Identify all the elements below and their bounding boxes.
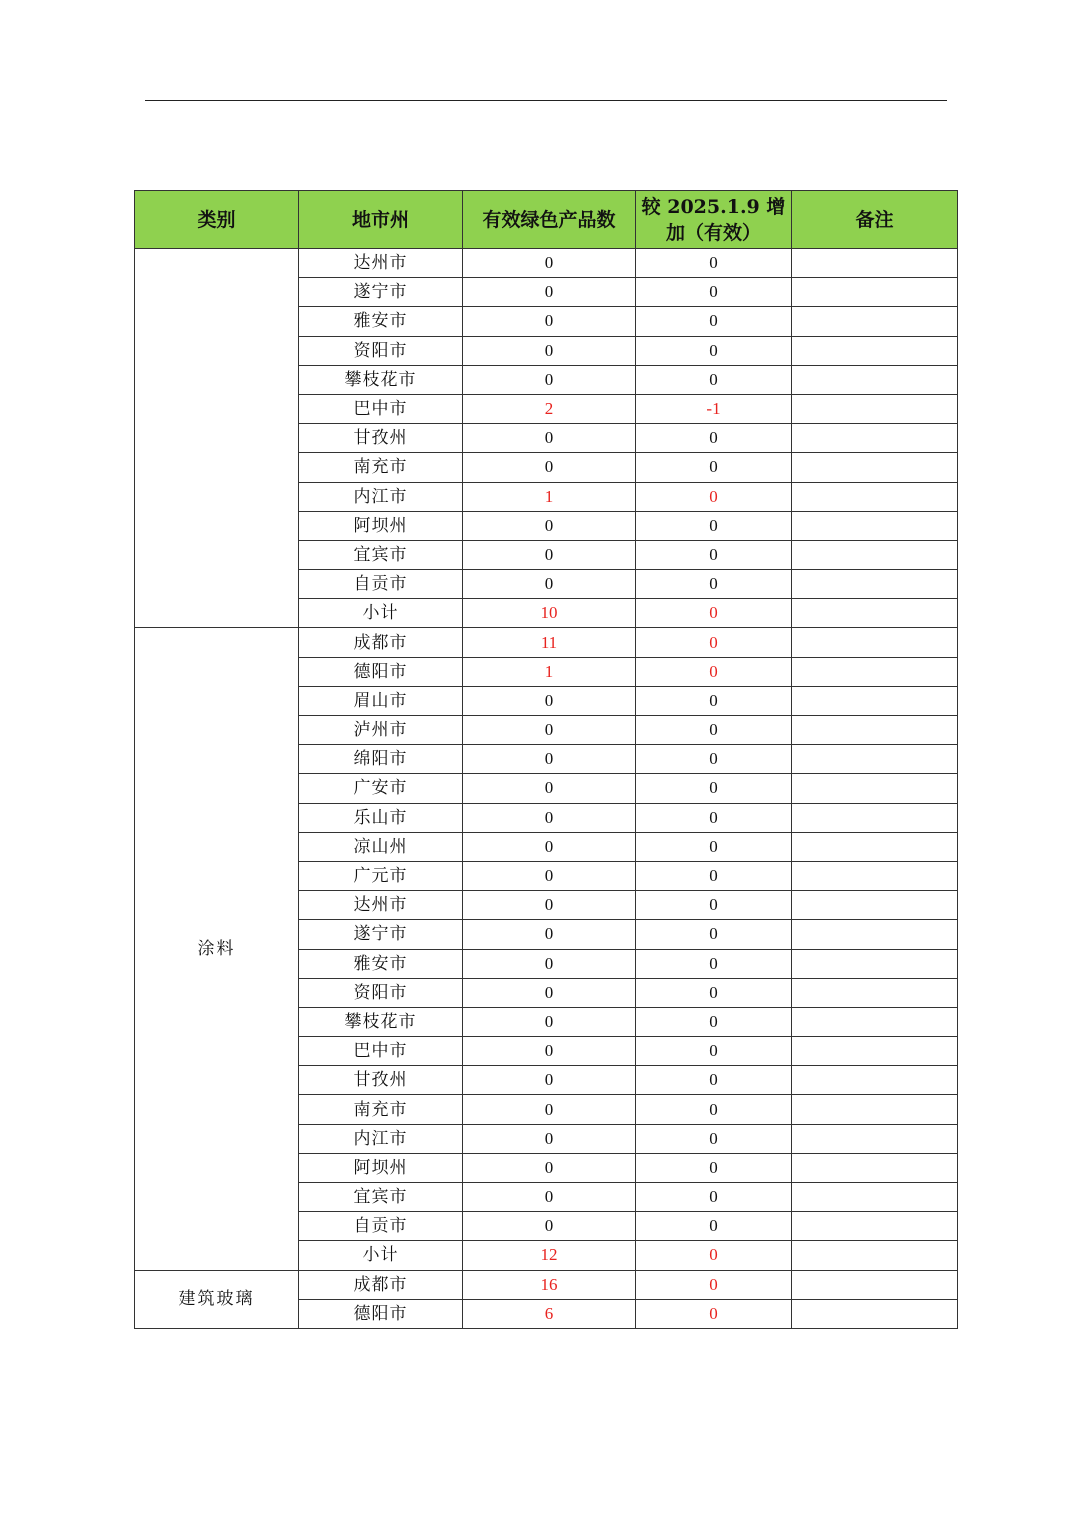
remark-cell xyxy=(792,249,958,278)
count-cell: 10 xyxy=(463,599,636,628)
city-cell: 宜宾市 xyxy=(299,540,463,569)
count-cell: 1 xyxy=(463,657,636,686)
change-cell: 0 xyxy=(636,1124,792,1153)
city-cell: 南充市 xyxy=(299,453,463,482)
change-cell: 0 xyxy=(636,482,792,511)
change-cell: 0 xyxy=(636,453,792,482)
city-cell: 资阳市 xyxy=(299,336,463,365)
remark-cell xyxy=(792,716,958,745)
city-cell: 达州市 xyxy=(299,249,463,278)
remark-cell xyxy=(792,394,958,423)
header-row xyxy=(135,191,958,249)
change-cell: 0 xyxy=(636,803,792,832)
table-row xyxy=(135,1270,958,1299)
count-cell: 0 xyxy=(463,424,636,453)
count-cell: 11 xyxy=(463,628,636,657)
city-cell: 甘孜州 xyxy=(299,1066,463,1095)
count-cell: 0 xyxy=(463,249,636,278)
table-row xyxy=(135,628,958,657)
count-cell: 12 xyxy=(463,1241,636,1270)
change-cell: 0 xyxy=(636,920,792,949)
change-cell: 0 xyxy=(636,365,792,394)
city-cell: 凉山州 xyxy=(299,832,463,861)
count-cell: 0 xyxy=(463,336,636,365)
remark-cell xyxy=(792,657,958,686)
count-cell: 1 xyxy=(463,482,636,511)
change-cell: 0 xyxy=(636,511,792,540)
change-cell: 0 xyxy=(636,1270,792,1299)
change-cell: 0 xyxy=(636,832,792,861)
count-cell: 2 xyxy=(463,394,636,423)
city-cell: 小计 xyxy=(299,1241,463,1270)
remark-cell xyxy=(792,1153,958,1182)
remark-cell xyxy=(792,278,958,307)
count-cell: 0 xyxy=(463,920,636,949)
count-cell: 0 xyxy=(463,1037,636,1066)
count-cell: 0 xyxy=(463,278,636,307)
remark-cell xyxy=(792,453,958,482)
remark-cell xyxy=(792,365,958,394)
header-city: 地市州 xyxy=(299,191,463,249)
city-cell: 资阳市 xyxy=(299,978,463,1007)
remark-cell xyxy=(792,336,958,365)
city-cell: 攀枝花市 xyxy=(299,1007,463,1036)
count-cell: 0 xyxy=(463,1007,636,1036)
remark-cell xyxy=(792,1241,958,1270)
count-cell: 0 xyxy=(463,1183,636,1212)
city-cell: 遂宁市 xyxy=(299,920,463,949)
count-cell: 0 xyxy=(463,861,636,890)
city-cell: 甘孜州 xyxy=(299,424,463,453)
count-cell: 0 xyxy=(463,365,636,394)
city-cell: 达州市 xyxy=(299,891,463,920)
change-cell: 0 xyxy=(636,774,792,803)
change-cell: 0 xyxy=(636,949,792,978)
count-cell: 0 xyxy=(463,570,636,599)
remark-cell xyxy=(792,307,958,336)
city-cell: 成都市 xyxy=(299,1270,463,1299)
city-cell: 巴中市 xyxy=(299,394,463,423)
change-cell: 0 xyxy=(636,686,792,715)
city-cell: 小计 xyxy=(299,599,463,628)
city-cell: 广安市 xyxy=(299,774,463,803)
change-cell: 0 xyxy=(636,249,792,278)
change-cell: 0 xyxy=(636,336,792,365)
city-cell: 攀枝花市 xyxy=(299,365,463,394)
count-cell: 16 xyxy=(463,1270,636,1299)
remark-cell xyxy=(792,1183,958,1212)
change-cell: 0 xyxy=(636,1037,792,1066)
count-cell: 0 xyxy=(463,949,636,978)
count-cell: 0 xyxy=(463,978,636,1007)
city-cell: 内江市 xyxy=(299,482,463,511)
green-product-table xyxy=(134,190,958,1329)
city-cell: 雅安市 xyxy=(299,949,463,978)
remark-cell xyxy=(792,686,958,715)
header-change-line1: 较 2025.1.9 增 xyxy=(641,195,786,218)
header-change-line2: 加（有效） xyxy=(665,221,761,244)
change-cell: 0 xyxy=(636,570,792,599)
count-cell: 0 xyxy=(463,716,636,745)
change-cell: 0 xyxy=(636,1183,792,1212)
remark-cell xyxy=(792,482,958,511)
remark-cell xyxy=(792,1095,958,1124)
count-cell: 0 xyxy=(463,1124,636,1153)
remark-cell xyxy=(792,1212,958,1241)
count-cell: 0 xyxy=(463,686,636,715)
change-cell: 0 xyxy=(636,861,792,890)
header-change xyxy=(636,191,792,249)
count-cell: 0 xyxy=(463,832,636,861)
remark-cell xyxy=(792,745,958,774)
count-cell: 0 xyxy=(463,774,636,803)
count-cell: 0 xyxy=(463,1095,636,1124)
change-cell: 0 xyxy=(636,1095,792,1124)
change-cell: 0 xyxy=(636,540,792,569)
remark-cell xyxy=(792,1270,958,1299)
change-cell: 0 xyxy=(636,1299,792,1328)
header-remark: 备注 xyxy=(792,191,958,249)
change-cell: 0 xyxy=(636,1007,792,1036)
remark-cell xyxy=(792,570,958,599)
remark-cell xyxy=(792,1037,958,1066)
remark-cell xyxy=(792,511,958,540)
category-cell: 涂料 xyxy=(135,628,299,1270)
count-cell: 0 xyxy=(463,803,636,832)
change-cell: 0 xyxy=(636,599,792,628)
city-cell: 广元市 xyxy=(299,861,463,890)
city-cell: 德阳市 xyxy=(299,657,463,686)
city-cell: 内江市 xyxy=(299,1124,463,1153)
remark-cell xyxy=(792,774,958,803)
city-cell: 遂宁市 xyxy=(299,278,463,307)
count-cell: 0 xyxy=(463,1153,636,1182)
count-cell: 0 xyxy=(463,540,636,569)
count-cell: 0 xyxy=(463,307,636,336)
change-cell: 0 xyxy=(636,424,792,453)
count-cell: 6 xyxy=(463,1299,636,1328)
count-cell: 0 xyxy=(463,1066,636,1095)
city-cell: 宜宾市 xyxy=(299,1183,463,1212)
city-cell: 雅安市 xyxy=(299,307,463,336)
header-count: 有效绿色产品数 xyxy=(463,191,636,249)
remark-cell xyxy=(792,628,958,657)
remark-cell xyxy=(792,978,958,1007)
remark-cell xyxy=(792,1066,958,1095)
count-cell: 0 xyxy=(463,891,636,920)
remark-cell xyxy=(792,1007,958,1036)
change-cell: 0 xyxy=(636,307,792,336)
remark-cell xyxy=(792,540,958,569)
city-cell: 巴中市 xyxy=(299,1037,463,1066)
change-cell: 0 xyxy=(636,1066,792,1095)
category-cell xyxy=(135,249,299,628)
change-cell: 0 xyxy=(636,628,792,657)
change-cell: 0 xyxy=(636,278,792,307)
change-cell: -1 xyxy=(636,394,792,423)
remark-cell xyxy=(792,949,958,978)
change-cell: 0 xyxy=(636,891,792,920)
count-cell: 0 xyxy=(463,511,636,540)
remark-cell xyxy=(792,424,958,453)
change-cell: 0 xyxy=(636,1241,792,1270)
count-cell: 0 xyxy=(463,453,636,482)
city-cell: 眉山市 xyxy=(299,686,463,715)
remark-cell xyxy=(792,861,958,890)
count-cell: 0 xyxy=(463,1212,636,1241)
city-cell: 绵阳市 xyxy=(299,745,463,774)
city-cell: 乐山市 xyxy=(299,803,463,832)
remark-cell xyxy=(792,599,958,628)
count-cell: 0 xyxy=(463,745,636,774)
remark-cell xyxy=(792,1124,958,1153)
city-cell: 自贡市 xyxy=(299,570,463,599)
remark-cell xyxy=(792,803,958,832)
change-cell: 0 xyxy=(636,978,792,1007)
header-rule xyxy=(145,100,947,101)
category-cell: 建筑玻璃 xyxy=(135,1270,299,1328)
city-cell: 南充市 xyxy=(299,1095,463,1124)
table-body xyxy=(135,249,958,1329)
remark-cell xyxy=(792,832,958,861)
change-cell: 0 xyxy=(636,745,792,774)
city-cell: 德阳市 xyxy=(299,1299,463,1328)
change-cell: 0 xyxy=(636,657,792,686)
change-cell: 0 xyxy=(636,716,792,745)
header-category: 类别 xyxy=(135,191,299,249)
remark-cell xyxy=(792,920,958,949)
city-cell: 成都市 xyxy=(299,628,463,657)
city-cell: 自贡市 xyxy=(299,1212,463,1241)
table-row xyxy=(135,249,958,278)
change-cell: 0 xyxy=(636,1153,792,1182)
remark-cell xyxy=(792,1299,958,1328)
change-cell: 0 xyxy=(636,1212,792,1241)
city-cell: 阿坝州 xyxy=(299,1153,463,1182)
remark-cell xyxy=(792,891,958,920)
city-cell: 阿坝州 xyxy=(299,511,463,540)
city-cell: 泸州市 xyxy=(299,716,463,745)
